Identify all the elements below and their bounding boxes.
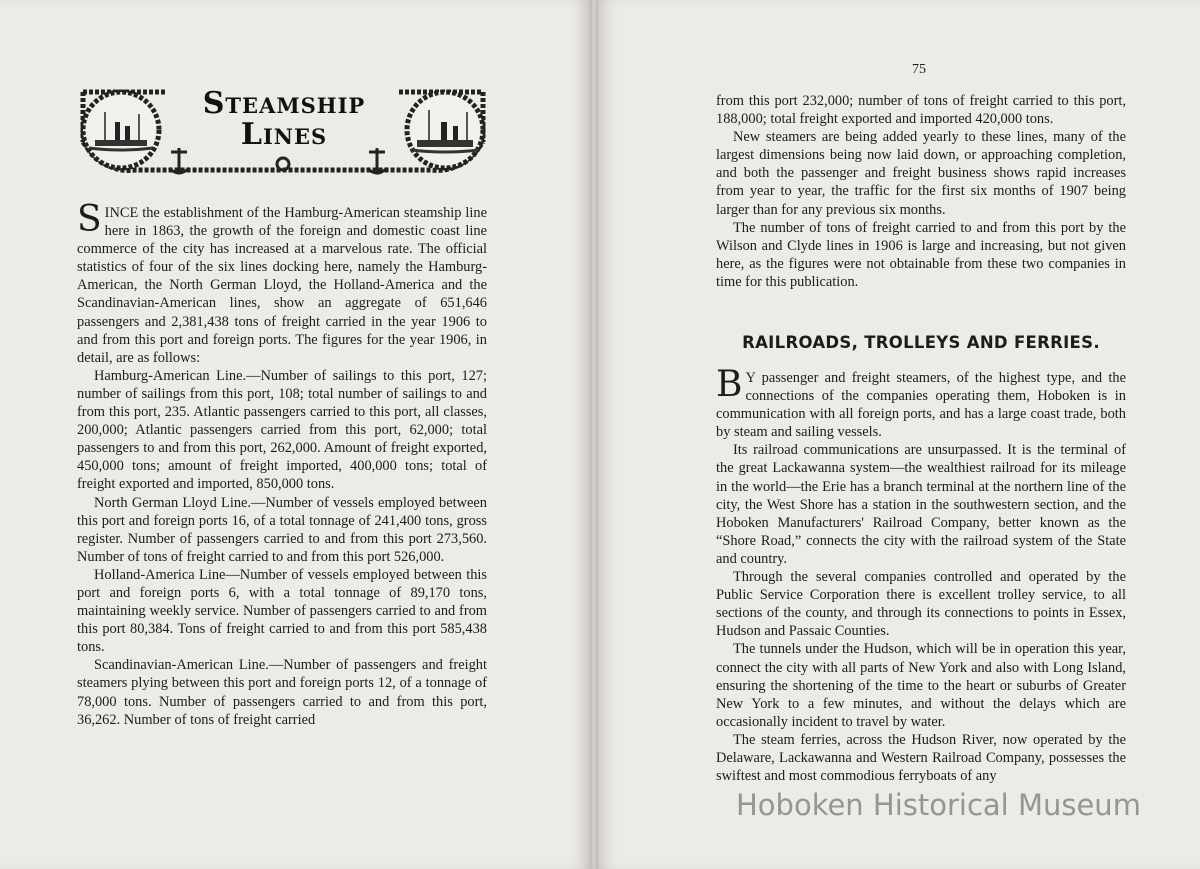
paragraph: from this port 232,000; number of tons of freight carried to this port, 188,000; total freight exported and imported 420,000 tons. — [716, 93, 1126, 128]
paragraph: Holland-America Line—Number of vessels employed between this port and foreign ports 6, with a total tonnage of 89,170 tons, maintaining weekly service. Number of passengers carried to and from this port 80,384. Tons of freight carried to and from this port 585,438 tons. — [77, 566, 487, 656]
paragraph: New steamers are being added yearly to these lines, many of the largest dimensions being now laid down, or approaching completion, and both the passenger and freight business shows rapid increases from year to year, the traffic for the first six months of 1907 being larger than for any previous six months. — [716, 129, 1126, 218]
right-page-top-text — [716, 92, 1126, 291]
paragraph: Through the several companies controlled and operated by the Public Service Corporation there is excellent trolley service, to all sections of the county, and through its connections to points in Essex, Hudson and Passaic Counties. — [716, 569, 1126, 640]
paragraph: The number of tons of freight carried to and from this port by the Wilson and Clyde lines in 1906 is large and increasing, but not given here, as the figures were not obtainable from these two companies in time for this publication. — [716, 219, 1126, 290]
dropcap: S — [77, 199, 102, 240]
banner-title-line1: Steamship — [202, 86, 366, 121]
book-gutter — [590, 0, 598, 869]
banner-title — [175, 88, 393, 150]
left-ship-medallion — [83, 92, 159, 168]
page-number: 75 — [912, 62, 926, 77]
paragraph: The steam ferries, across the Hudson River, now operated by the Delaware, Lackawanna and Western Railroad Company, possesses the swiftest and most commodious ferryboats of any — [716, 731, 1126, 785]
right-page-bottom-text — [716, 364, 1126, 785]
watermark: Hoboken Historical Museum — [736, 788, 1141, 822]
steamship-lines-banner — [75, 82, 491, 182]
right-anchor-icon — [367, 148, 387, 174]
left-anchor-icon — [169, 148, 189, 174]
section-heading: RAILROADS, TROLLEYS AND FERRIES. — [742, 333, 1100, 352]
dropcap: B — [716, 364, 743, 405]
paragraph: SINCE the establishment of the Hamburg-American steamship line here in 1863, the growth of the foreign and domestic coast line commerce of the city has increased at a marvelous rate. The official statistics of four of the six lines docking here, namely the Hamburg-American, the North German Lloyd, the Holland-America and the Scandinavian-American lines, show an aggregate of 651,646 passengers and 2,381,438 tons of freight carried in the year 1906 to and from this port and foreign ports. The figures for the year 1906, in detail, are as follows: — [77, 199, 487, 366]
paragraph: North German Lloyd Line.—Number of vessels employed between this port and foreign ports 16, of a total tonnage of 241,400 tons, gross register. Number of passengers carried to and from this port 273,560. Number of tons of freight carried to and from this port 526,000. — [77, 494, 487, 565]
banner-title-line2: Lines — [240, 117, 328, 152]
left-page-text — [77, 199, 487, 729]
paragraph: Scandinavian-American Line.—Number of passengers and freight steamers plying between this port and foreign ports 12, of a tonnage of 78,000 tons. Number of passengers carried to and from this port, 36,262. Number of tons of freight carried — [77, 657, 487, 728]
paragraph: Its railroad communications are unsurpassed. It is the terminal of the great Lackawanna system—the wealthiest railroad for its mileage in the world—the Erie has a branch terminal at the northern line of the city, the West Shore has a station in the southwestern section, and the Hoboken Manufacturers' Railroad Company, better known as the “Shore Road,” connects the city with the railroad system of the State and country. — [716, 442, 1126, 567]
paragraph: Hamburg-American Line.—Number of sailings to this port, 127; number of sailings from this port, 108; total number of sailings to and from this port, 235. Atlantic passengers carried to this port, all classes, 200,000; Atlantic passengers carried from this port, 62,000; total passengers to and from this port, 262,000. Amount of freight exported, 450,000 tons; amount of freight imported, 400,000 tons; total of freight exported and imported, 850,000 tons. — [77, 367, 487, 493]
paragraph: The tunnels under the Hudson, which will be in operation this year, connect the city with all parts of New York and also with Long Island, ensuring the shortening of the time to the heart or suburbs of Greater New York to a few minutes, and without the delays which are occasionally incident to travel by water. — [716, 641, 1126, 730]
paragraph: B Y passenger and freight steamers, of the highest type, and the connections of the companies operating them, Hoboken is in communication with all foreign ports, and has a large coast trade, both by steam and sailing vessels. — [716, 364, 1126, 441]
